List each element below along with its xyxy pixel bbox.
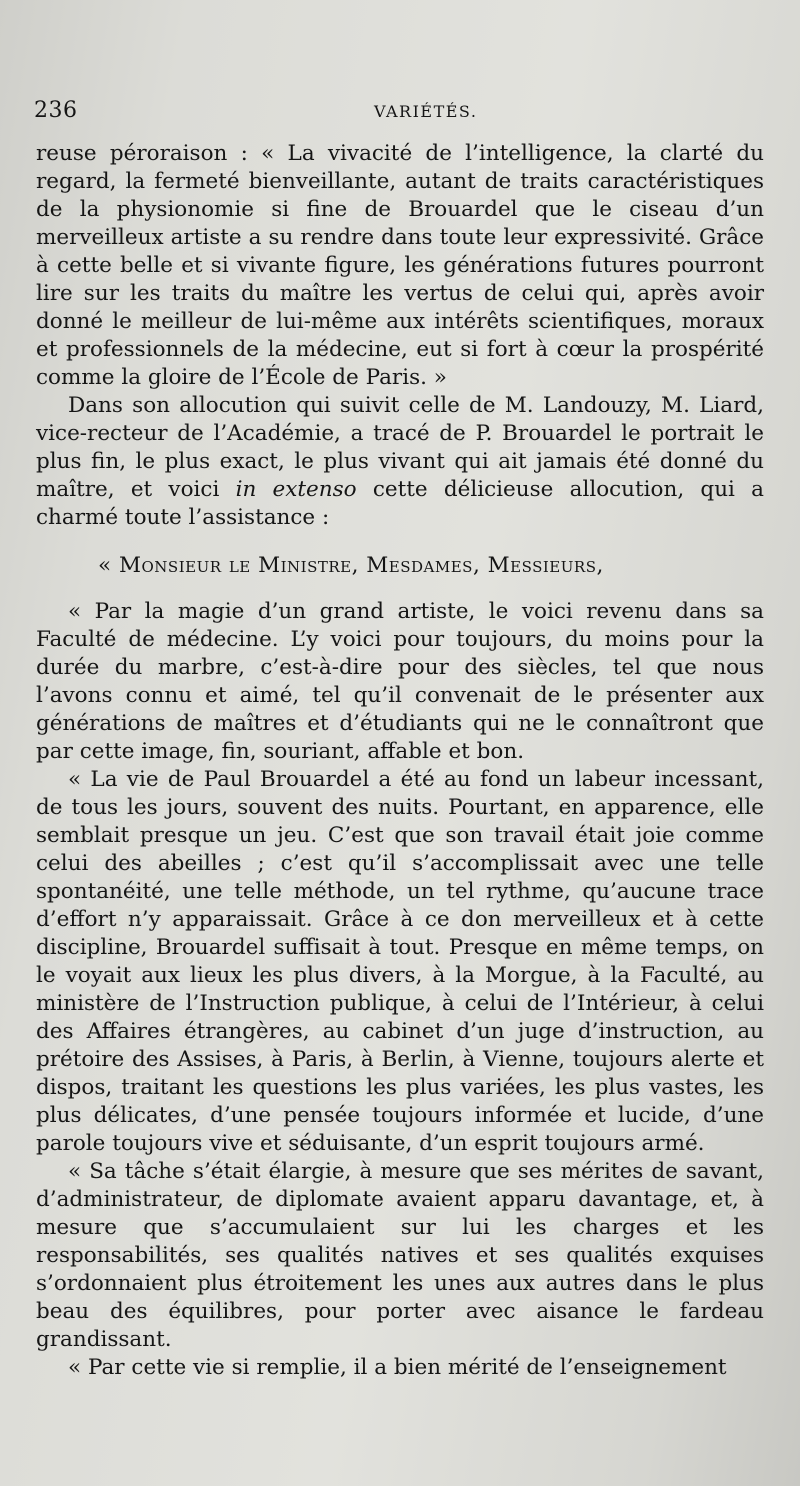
paragraph-tache: « Sa tâche s’était élargie, à mesure que ses mérites de savant, d’administrateur, de diplomate avaient apparu davantage, et, à mesure que s’accumulaient sur lui les charges et les responsabilités, ses qualités natives et ses qualités exquises s’ordonnaient plus étroitement les unes aux autres dans le plus beau des équilibres, pour porter avec aisance le fardeau grandissant.	[36, 1159, 764, 1352]
paragraph-peroraison: reuse péroraison : « La vivacité de l’intelligence, la clarté du regard, la fermeté bienveillante, autant de traits caractéristiques de la physionomie si fine de Brouardel que le ciseau d’un merveilleux artiste a su rendre dans toute leur expressivité. Grâce à cette belle et si vivante figure, les générations futures pourront lire sur les traits du maître les vertus de celui qui, après avoir donné le meilleur de lui-même aux intérêts scientifiques, moraux et professionnels de la médecine, eut si fort à cœur la prospérité comme la gloire de l’École de Paris. »	[36, 141, 764, 390]
paragraph-magie: « Par la magie d’un grand artiste, le voici revenu dans sa Faculté de médecine. L’y voici pour toujours, du moins pour la durée du marbre, c’est-à-dire pour des siècles, tel que nous l’avons connu et aimé, tel qu’il convenait de le présenter aux générations de maîtres et d’étudiants qui ne le connaîtront que par cette image, fin, souriant, affable et bon.	[36, 599, 764, 764]
page-number: 236	[34, 98, 78, 123]
paragraph-liard-intro	[36, 392, 764, 532]
page-header	[34, 98, 764, 128]
paragraph-vie-remplie: « Par cette vie si remplie, il a bien mérité de l’enseignement	[68, 1355, 727, 1380]
paragraph-liard-text-a: Dans son allocution qui suivit celle de M. Landouzy, M. Liard, vice-recteur de l’Académie, a tracé de P. Brouardel le portrait le plus fin, le plus exact, le plus vivant qui ait jamais été donné du maître, et voici	[36, 393, 764, 502]
page-body	[36, 140, 764, 1382]
in-extenso-italic: in extenso	[235, 477, 357, 502]
paragraph-labeur: « La vie de Paul Brouardel a été au fond un labeur incessant, de tous les jours, souvent des nuits. Pourtant, en apparence, elle semblait presque un jeu. C’est que son travail était joie comme celui des abeilles ; c’est qu’il s’accomplissait avec une telle spontanéité, une telle méthode, un tel rythme, qu’aucune trace d’effort n’y apparaissait. Grâce à ce don merveilleux et à cette discipline, Brouardel suffisait à tout. Presque en même temps, on le voyait aux lieux les plus divers, à la Morgue, à la Faculté, au ministère de l’Instruction publique, à celui de l’Intérieur, à celui des Affaires étrangères, au cabinet d’un juge d’instruction, au prétoire des Assises, à Paris, à Berlin, à Vienne, toujours alerte et dispos, traitant les questions les plus variées, les plus vastes, les plus délicates, d’une pensée toujours informée et lucide, d’une parole toujours vive et séduisante, d’un esprit toujours armé.	[36, 767, 764, 1156]
running-head: VARIÉTÉS.	[374, 102, 478, 121]
salutation: « Monsieur le Ministre, Mesdames, Messieurs,	[98, 553, 604, 578]
paragraph-liard-text-b: cette délicieuse allocution, qui a charmé toute l’assistance :	[36, 477, 764, 530]
